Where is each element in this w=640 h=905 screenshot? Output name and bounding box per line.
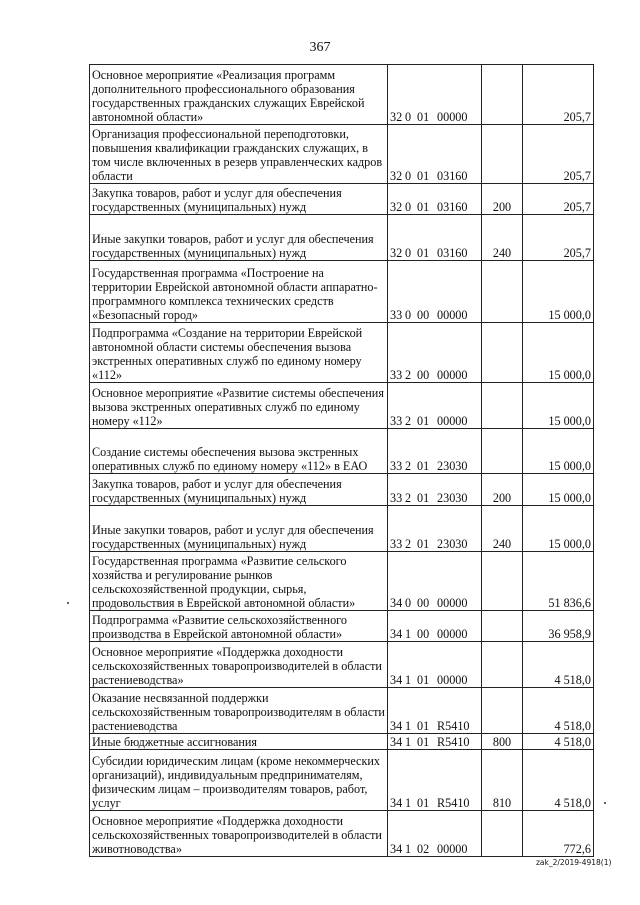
row-name-cell: Закупка товаров, работ и услуг для обеспечения государственных (муниципальных) нужд (90, 474, 388, 506)
code-part: 01 (417, 735, 430, 749)
table-row (90, 125, 594, 184)
code-part: 01 (417, 169, 430, 183)
code-part: 33 (390, 491, 403, 505)
table-row (90, 65, 594, 125)
row-code-cell (388, 65, 482, 125)
row-code-cell (388, 750, 482, 811)
row-expense-type-cell (482, 383, 523, 429)
row-code-cell (388, 261, 482, 323)
row-expense-type-cell (482, 429, 523, 474)
row-name-cell: Основное мероприятие «Поддержка доходности сельскохозяйственных товаропроизводителей в области животноводства» (90, 811, 388, 857)
code-part: 00000 (437, 673, 468, 687)
row-expense-type-cell: 240 (482, 215, 523, 261)
code-part: 0 (405, 110, 412, 124)
row-amount-cell: 4 518,0 (523, 688, 594, 734)
code-part: 23030 (437, 459, 468, 473)
code-part: R5410 (437, 735, 470, 749)
code-part: 00000 (437, 110, 468, 124)
row-expense-type-cell (482, 65, 523, 125)
row-code-cell (388, 552, 482, 611)
table-row (90, 323, 594, 383)
code-part: 01 (417, 796, 430, 810)
row-expense-type-cell (482, 552, 523, 611)
code-part: 0 (405, 308, 412, 322)
code-part: 0 (405, 169, 412, 183)
code-part: 34 (390, 596, 403, 610)
row-expense-type-cell: 200 (482, 474, 523, 506)
code-part: 33 (390, 414, 403, 428)
table-row (90, 688, 594, 734)
row-expense-type-cell (482, 811, 523, 857)
code-part: 34 (390, 673, 403, 687)
row-amount-cell: 15 000,0 (523, 506, 594, 552)
row-code-cell (388, 506, 482, 552)
code-part: 0 (405, 246, 412, 260)
row-code-cell (388, 215, 482, 261)
row-name-cell: Иные закупки товаров, работ и услуг для обеспечения государственных (муниципальных) нужд (90, 506, 388, 552)
row-amount-cell: 15 000,0 (523, 383, 594, 429)
code-part: 33 (390, 308, 403, 322)
row-amount-cell: 15 000,0 (523, 261, 594, 323)
stray-mark (67, 602, 69, 604)
row-name-cell: Подпрограмма «Развитие сельскохозяйственного производства в Еврейской автономной области» (90, 611, 388, 642)
code-part: 34 (390, 796, 403, 810)
code-part: 1 (405, 842, 412, 856)
table-row (90, 474, 594, 506)
table-row (90, 215, 594, 261)
code-part: 03160 (437, 200, 468, 214)
code-part: 01 (417, 673, 430, 687)
row-amount-cell: 4 518,0 (523, 750, 594, 811)
row-name-cell: Иные бюджетные ассигнования (90, 734, 388, 750)
code-part: 00000 (437, 308, 468, 322)
table-row (90, 383, 594, 429)
code-part: 32 (390, 246, 403, 260)
row-amount-cell: 15 000,0 (523, 323, 594, 383)
row-name-cell: Субсидии юридическим лицам (кроме некоммерческих организаций), индивидуальным предпринимателям, физическим лицам – производителям товаров, работ, услуг (90, 750, 388, 811)
row-expense-type-cell: 810 (482, 750, 523, 811)
code-part: 32 (390, 169, 403, 183)
code-part: 34 (390, 627, 403, 641)
row-expense-type-cell (482, 323, 523, 383)
row-name-cell: Иные закупки товаров, работ и услуг для обеспечения государственных (муниципальных) нужд (90, 215, 388, 261)
code-part: 00000 (437, 842, 468, 856)
page-number: 367 (309, 40, 331, 55)
code-part: 34 (390, 842, 403, 856)
code-part: 01 (417, 537, 430, 551)
code-part: 1 (405, 719, 412, 733)
row-code-cell (388, 429, 482, 474)
row-name-cell: Государственная программа «Развитие сельского хозяйства и регулирование рынков сельскохозяйственной продукции, сырья, продовольствия в Еврейской автономной области» (90, 552, 388, 611)
code-part: R5410 (437, 719, 470, 733)
row-amount-cell: 772,6 (523, 811, 594, 857)
row-amount-cell: 205,7 (523, 65, 594, 125)
code-part: 00000 (437, 414, 468, 428)
row-code-cell (388, 323, 482, 383)
row-code-cell (388, 125, 482, 184)
row-name-cell: Закупка товаров, работ и услуг для обеспечения государственных (муниципальных) нужд (90, 184, 388, 215)
code-part: 2 (405, 537, 412, 551)
code-part: 34 (390, 719, 403, 733)
row-amount-cell: 15 000,0 (523, 429, 594, 474)
row-amount-cell: 205,7 (523, 184, 594, 215)
code-part: 34 (390, 735, 403, 749)
code-part: 00000 (437, 596, 468, 610)
code-part: 02 (417, 842, 430, 856)
table-row (90, 429, 594, 474)
row-name-cell: Основное мероприятие «Поддержка доходности сельскохозяйственных товаропроизводителей в области растениеводства» (90, 642, 388, 688)
row-name-cell: Подпрограмма «Создание на территории Еврейской автономной области системы обеспечения вызова экстренных оперативных служб по единому номеру «112» (90, 323, 388, 383)
row-code-cell (388, 611, 482, 642)
table-row (90, 184, 594, 215)
row-expense-type-cell (482, 642, 523, 688)
code-part: 00000 (437, 627, 468, 641)
table-row (90, 261, 594, 323)
row-expense-type-cell: 800 (482, 734, 523, 750)
code-part: 01 (417, 719, 430, 733)
table-row (90, 750, 594, 811)
row-amount-cell: 36 958,9 (523, 611, 594, 642)
code-part: 33 (390, 368, 403, 382)
code-part: 00 (417, 368, 430, 382)
code-part: 01 (417, 246, 430, 260)
row-code-cell (388, 688, 482, 734)
code-part: 01 (417, 459, 430, 473)
row-code-cell (388, 383, 482, 429)
row-expense-type-cell (482, 611, 523, 642)
budget-table (89, 64, 594, 857)
code-part: 01 (417, 200, 430, 214)
code-part: R5410 (437, 796, 470, 810)
code-part: 1 (405, 627, 412, 641)
code-part: 32 (390, 200, 403, 214)
row-expense-type-cell (482, 261, 523, 323)
code-part: 01 (417, 110, 430, 124)
code-part: 1 (405, 796, 412, 810)
code-part: 23030 (437, 537, 468, 551)
code-part: 03160 (437, 246, 468, 260)
row-name-cell: Оказание несвязанной поддержки сельскохозяйственным товаропроизводителям в области растениеводства (90, 688, 388, 734)
row-name-cell: Организация профессиональной переподготовки, повышения квалификации гражданских служащих, в том числе включенных в резерв управленческих кадров области (90, 125, 388, 184)
code-part: 1 (405, 735, 412, 749)
row-expense-type-cell (482, 688, 523, 734)
code-part: 00 (417, 596, 430, 610)
row-expense-type-cell: 200 (482, 184, 523, 215)
row-amount-cell: 15 000,0 (523, 474, 594, 506)
code-part: 0 (405, 596, 412, 610)
row-amount-cell: 205,7 (523, 215, 594, 261)
code-part: 00 (417, 308, 430, 322)
code-part: 2 (405, 414, 412, 428)
row-code-cell (388, 811, 482, 857)
row-expense-type-cell (482, 125, 523, 184)
stray-mark (604, 802, 606, 804)
code-part: 32 (390, 110, 403, 124)
row-amount-cell: 205,7 (523, 125, 594, 184)
code-part: 1 (405, 673, 412, 687)
row-code-cell (388, 184, 482, 215)
code-part: 2 (405, 368, 412, 382)
row-name-cell: Основное мероприятие «Реализация программ дополнительного профессионального образования государственных гражданских служащих Еврейской автономной области» (90, 65, 388, 125)
row-expense-type-cell: 240 (482, 506, 523, 552)
code-part: 33 (390, 459, 403, 473)
code-part: 03160 (437, 169, 468, 183)
row-name-cell: Создание системы обеспечения вызова экстренных оперативных служб по единому номеру «112» в ЕАО (90, 429, 388, 474)
code-part: 2 (405, 491, 412, 505)
code-part: 00 (417, 627, 430, 641)
code-part: 2 (405, 459, 412, 473)
table-row (90, 552, 594, 611)
row-code-cell (388, 734, 482, 750)
code-part: 33 (390, 537, 403, 551)
code-part: 00000 (437, 368, 468, 382)
table-row (90, 734, 594, 750)
table-row (90, 811, 594, 857)
row-code-cell (388, 474, 482, 506)
row-name-cell: Основное мероприятие «Развитие системы обеспечения вызова экстренных оперативных служб по единому номеру «112» (90, 383, 388, 429)
code-part: 01 (417, 491, 430, 505)
row-amount-cell: 4 518,0 (523, 734, 594, 750)
table-row (90, 506, 594, 552)
row-name-cell: Государственная программа «Построение на территории Еврейской автономной области аппаратно-программного комплекса технических средств «Безопасный город» (90, 261, 388, 323)
table-row (90, 611, 594, 642)
budget-table-body (90, 65, 594, 857)
code-part: 23030 (437, 491, 468, 505)
code-part: 01 (417, 414, 430, 428)
document-footer-code: zak_2/2019-4918(1) (536, 858, 612, 867)
row-amount-cell: 4 518,0 (523, 642, 594, 688)
row-amount-cell: 51 836,6 (523, 552, 594, 611)
table-row (90, 642, 594, 688)
code-part: 0 (405, 200, 412, 214)
row-code-cell (388, 642, 482, 688)
